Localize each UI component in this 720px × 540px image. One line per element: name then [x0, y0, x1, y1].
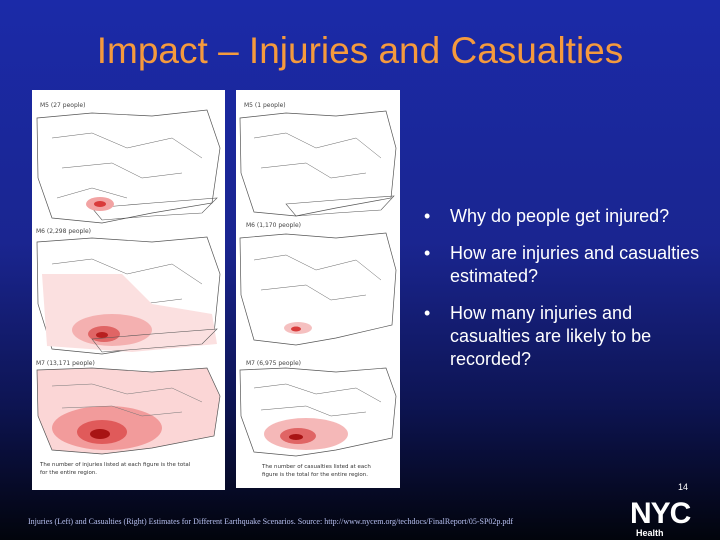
map-label-m7-injuries: M7 (13,171 people) [36, 360, 95, 367]
bullet-item [424, 242, 714, 288]
bullet-text: Why do people get injured? [450, 206, 670, 226]
nyc-health-logo [630, 497, 716, 540]
casualties-caption-line-2: figure is the total for the entire region. [262, 472, 369, 478]
bullet-list [424, 205, 714, 385]
bullet-text: How many injuries and casualties are likely to be recorded? [450, 303, 652, 369]
map-m7-injuries [32, 366, 225, 456]
map-label-m5-injuries: M5 (27 people) [40, 102, 86, 109]
bullet-item [424, 205, 714, 228]
injuries-caption-line-2: for the entire region. [40, 470, 98, 476]
map-label-m6-injuries: M6 (2,298 people) [36, 228, 92, 235]
bullet-dot-icon: • [424, 303, 431, 323]
logo-health-text: Health [636, 528, 664, 538]
injuries-map-panel [32, 90, 225, 490]
injuries-caption-line-1: The number of injuries listed at each figure is the total [40, 462, 191, 468]
map-m5-casualties [236, 108, 400, 218]
map-m6-injuries [32, 234, 225, 359]
map-label-m5-casualties: M5 (1 people) [244, 102, 286, 109]
bullet-text: How are injuries and casualties estimated? [450, 243, 700, 286]
bullet-dot-icon: • [424, 206, 431, 226]
bullet-dot-icon: • [424, 243, 431, 263]
page-number: 14 [678, 482, 689, 492]
map-m6-casualties [236, 230, 400, 350]
source-footer: Injuries (Left) and Casualties (Right) Estimates for Different Earthquake Scenarios. Source: http://www.nycem.org/techdocs/FinalReport/05-SP02p.pdf [28, 517, 514, 526]
map-label-m7-casualties: M7 (6,975 people) [246, 360, 302, 367]
slide-title: Impact – Injuries and Casualties [96, 30, 624, 71]
casualties-map-panel [236, 90, 400, 488]
bullet-item [424, 302, 714, 371]
logo-nyc-text: NYC [630, 497, 691, 530]
map-label-m6-casualties: M6 (1,170 people) [246, 222, 302, 229]
map-m7-casualties [236, 366, 400, 458]
casualties-caption-line-1: The number of casualties listed at each [262, 464, 371, 470]
map-m5-injuries [32, 108, 225, 226]
